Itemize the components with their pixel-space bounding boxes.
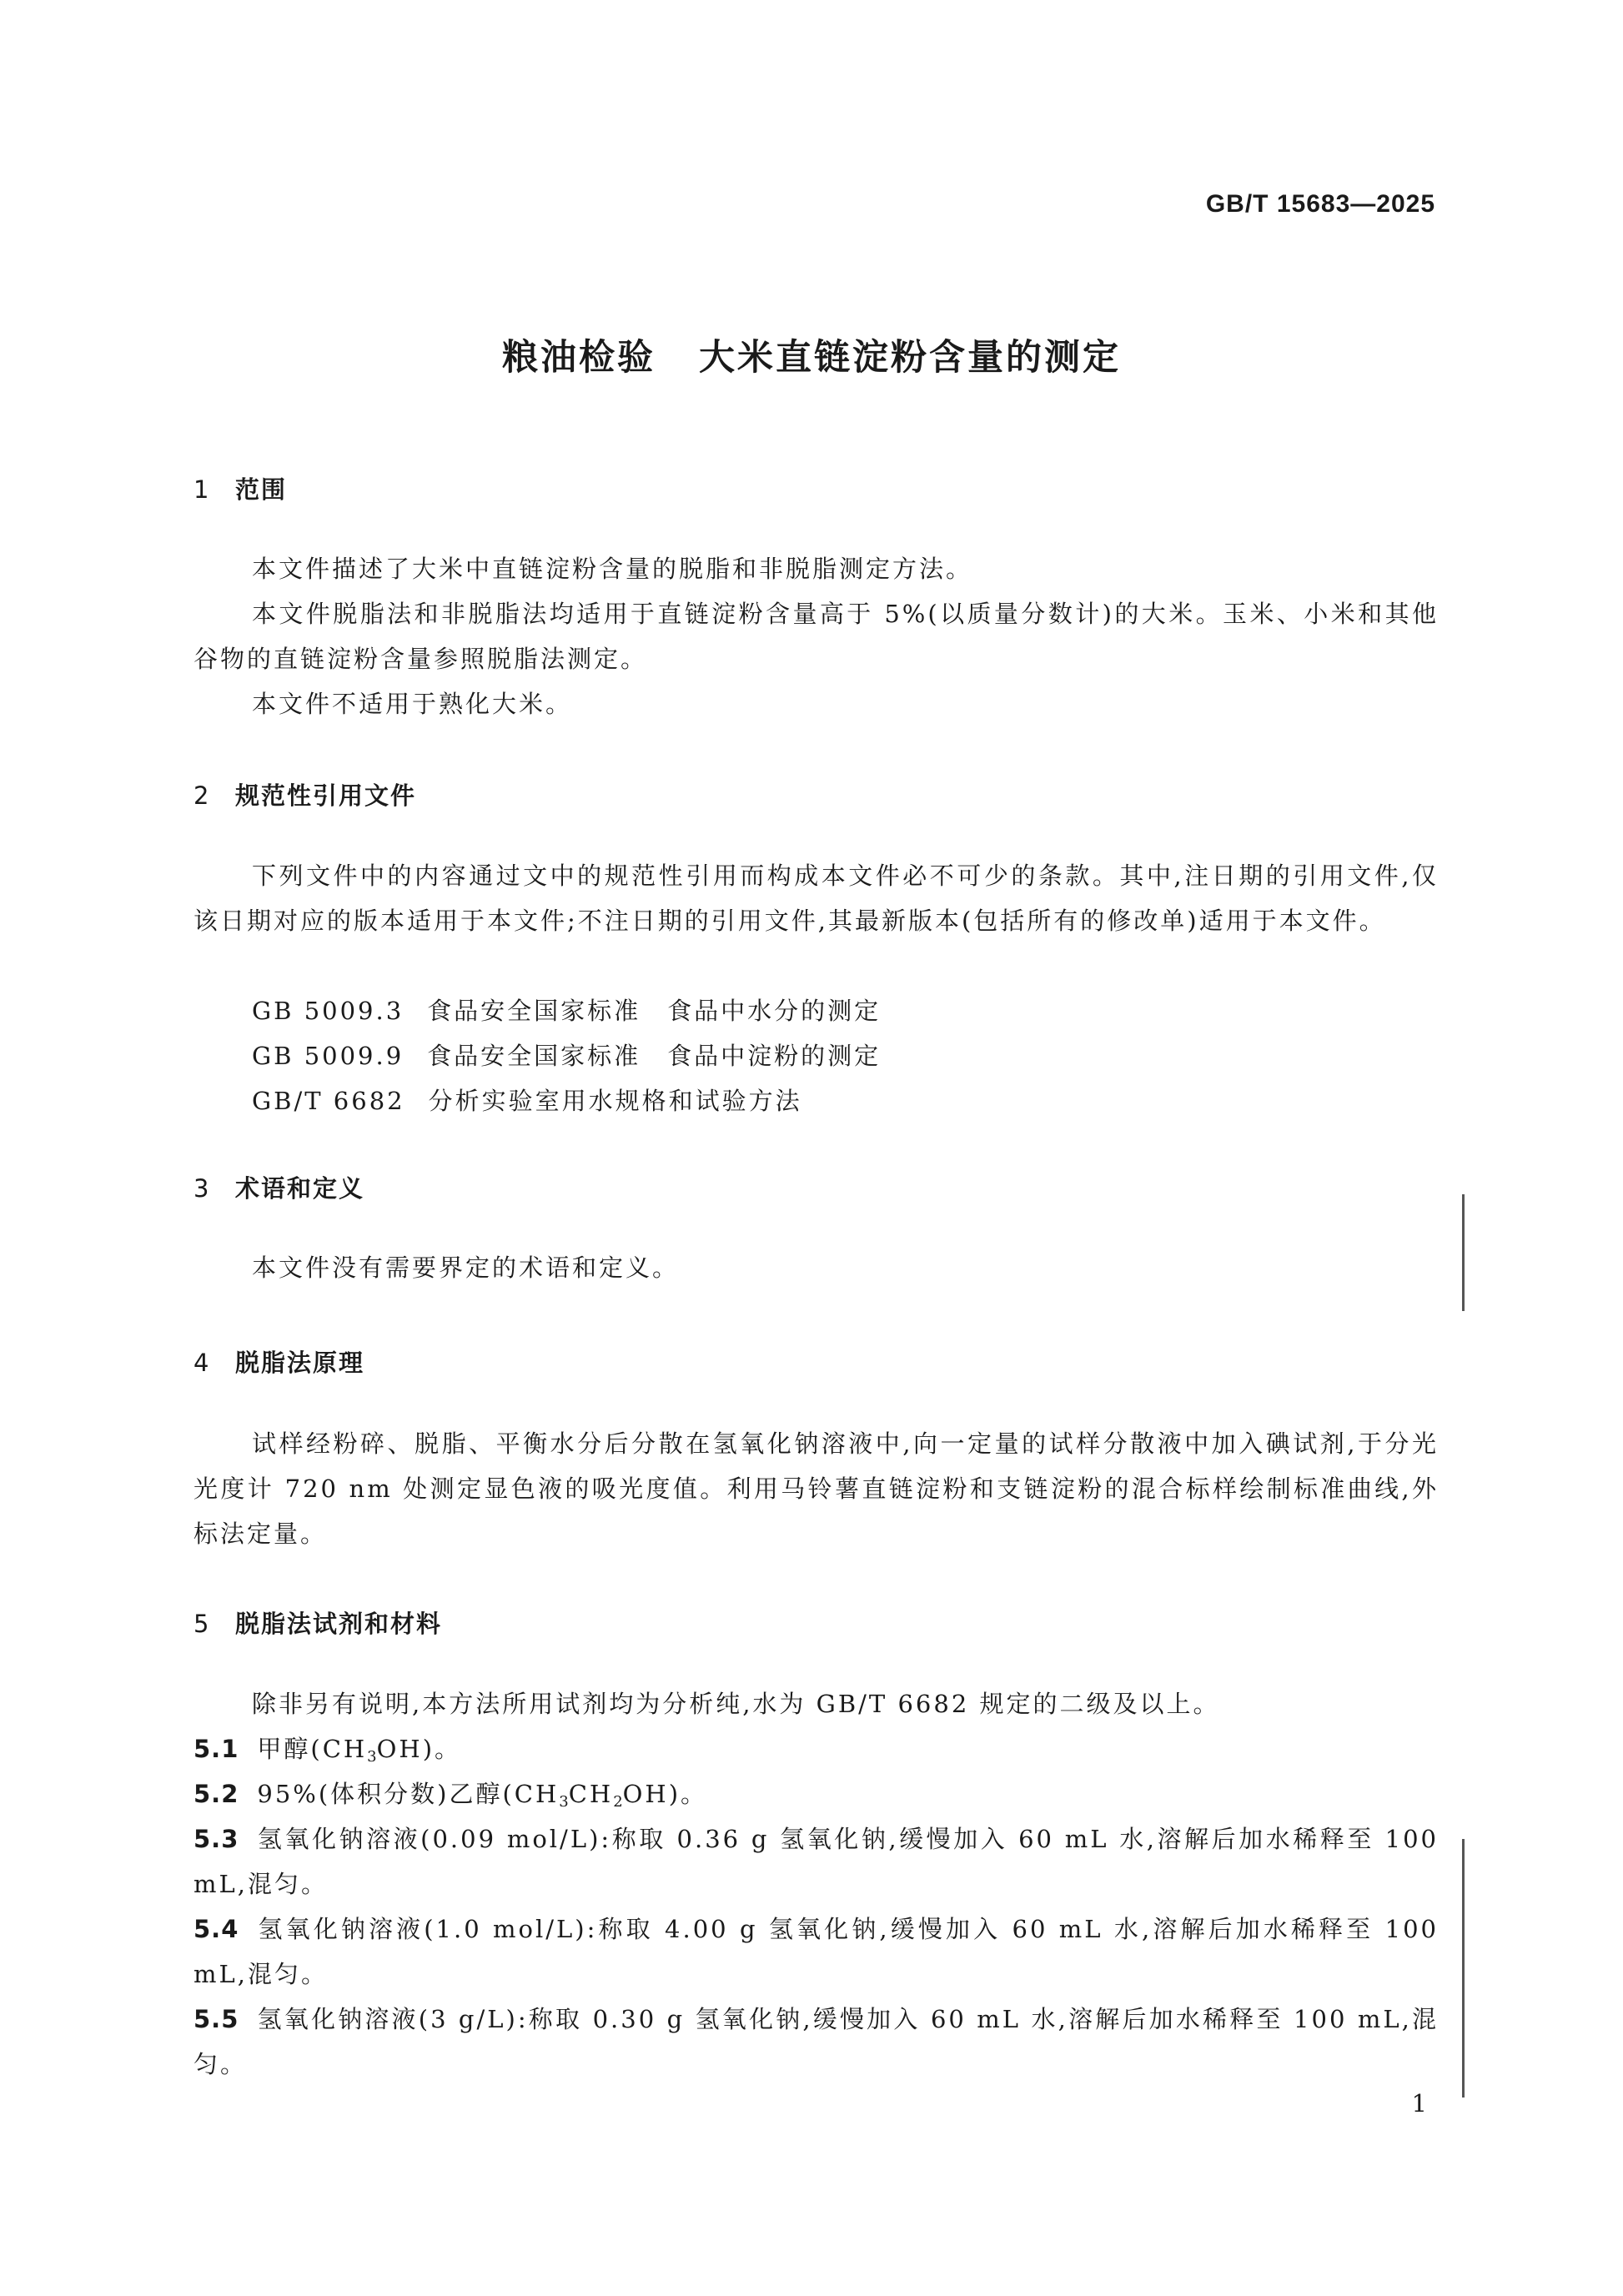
paragraph: 本文件没有需要界定的术语和定义。 (252, 1254, 680, 1282)
paragraph: 本文件脱脂法和非脱脂法均适用于直链淀粉含量高于 5%(以质量分数计)的大米。玉米、小米和其他谷物的直链淀粉含量参照脱脂法测定。 (193, 600, 1439, 673)
section-number: 5 (193, 1610, 211, 1638)
document-title (0, 329, 1623, 380)
item-text: 甲醇(CH (257, 1735, 368, 1763)
item-number: 5.3 (193, 1825, 239, 1853)
subscript: 2 (613, 1793, 623, 1811)
item-number: 5.1 (193, 1735, 239, 1763)
section-title: 术语和定义 (235, 1174, 365, 1203)
section-title: 范围 (235, 475, 288, 504)
item-text: OH)。 (376, 1735, 462, 1763)
reference-title: 食品安全国家标准 食品中水分的测定 (427, 997, 882, 1025)
section-number: 1 (193, 475, 211, 504)
list-item (193, 1816, 1439, 1907)
reference-entry (252, 1083, 802, 1117)
paragraph: 除非另有说明,本方法所用试剂均为分析纯,水为 GB/T 6682 规定的二级及以上。 (252, 1690, 1220, 1718)
section-heading-normative-references (193, 777, 416, 811)
reference-entry (252, 1037, 881, 1072)
paragraph: 下列文件中的内容通过文中的规范性引用而构成本文件必不可少的条款。其中,注日期的引用文件,仅该日期对应的版本适用于本文件;不注日期的引用文件,其最新版本(包括所有的修改单)适用于本文件。 (193, 862, 1439, 935)
section-number: 2 (193, 781, 211, 810)
reference-title: 分析实验室用水规格和试验方法 (428, 1087, 802, 1115)
section-heading-principle (193, 1344, 364, 1379)
item-text: OH)。 (622, 1780, 708, 1808)
reference-entry (252, 992, 881, 1027)
item-text: CH (568, 1780, 614, 1808)
title-part-2: 大米直链淀粉含量的测定 (699, 337, 1121, 379)
subscript: 3 (559, 1793, 569, 1811)
item-text: 氢氧化钠溶液(1.0 mol/L):称取 4.00 g 氢氧化钠,缓慢加入 60 mL 水,溶解后加水稀释至 100 mL,混匀。 (193, 1915, 1439, 1988)
section-number: 4 (193, 1349, 211, 1377)
reference-code: GB 5009.9 (252, 1042, 404, 1070)
title-part-1: 粮油检验 (502, 337, 656, 379)
paragraph: 本文件不适用于熟化大米。 (252, 690, 573, 718)
subscript: 3 (367, 1748, 377, 1766)
change-bar (1462, 1839, 1465, 2098)
section-title: 规范性引用文件 (235, 781, 417, 810)
standard-number: GB/T 15683—2025 (1205, 190, 1435, 218)
item-number: 5.5 (193, 2005, 239, 2033)
item-text: 氢氧化钠溶液(0.09 mol/L):称取 0.36 g 氢氧化钠,缓慢加入 60 mL 水,溶解后加水稀释至 100 mL,混匀。 (193, 1825, 1439, 1898)
reference-code: GB/T 6682 (252, 1087, 405, 1115)
section-title: 脱脂法原理 (235, 1349, 365, 1377)
reference-title: 食品安全国家标准 食品中淀粉的测定 (427, 1042, 882, 1070)
section-number: 3 (193, 1174, 211, 1203)
item-text: 95%(体积分数)乙醇(CH (257, 1780, 560, 1808)
change-bar (1462, 1194, 1465, 1311)
list-item (193, 1997, 1439, 2087)
section-title: 脱脂法试剂和材料 (235, 1610, 443, 1638)
reference-code: GB 5009.3 (252, 997, 404, 1025)
paragraph: 试样经粉碎、脱脂、平衡水分后分散在氢氧化钠溶液中,向一定量的试样分散液中加入碘试剂,于分光光度计 720 nm 处测定显色液的吸光度值。利用马铃薯直链淀粉和支链淀粉的混合标样绘制标准曲线,外标法定量。 (193, 1429, 1439, 1548)
section-heading-reagents (193, 1605, 442, 1640)
item-number: 5.4 (193, 1915, 239, 1943)
page-number: 1 (1411, 2089, 1427, 2118)
paragraph: 本文件描述了大米中直链淀粉含量的脱脂和非脱脂测定方法。 (252, 555, 973, 583)
section-heading-terms (193, 1170, 364, 1204)
list-item (193, 1907, 1439, 1997)
section-heading-scope (193, 471, 287, 505)
item-number: 5.2 (193, 1780, 239, 1808)
item-text: 氢氧化钠溶液(3 g/L):称取 0.30 g 氢氧化钠,缓慢加入 60 mL 水,溶解后加水稀释至 100 mL,混匀。 (193, 2005, 1439, 2078)
